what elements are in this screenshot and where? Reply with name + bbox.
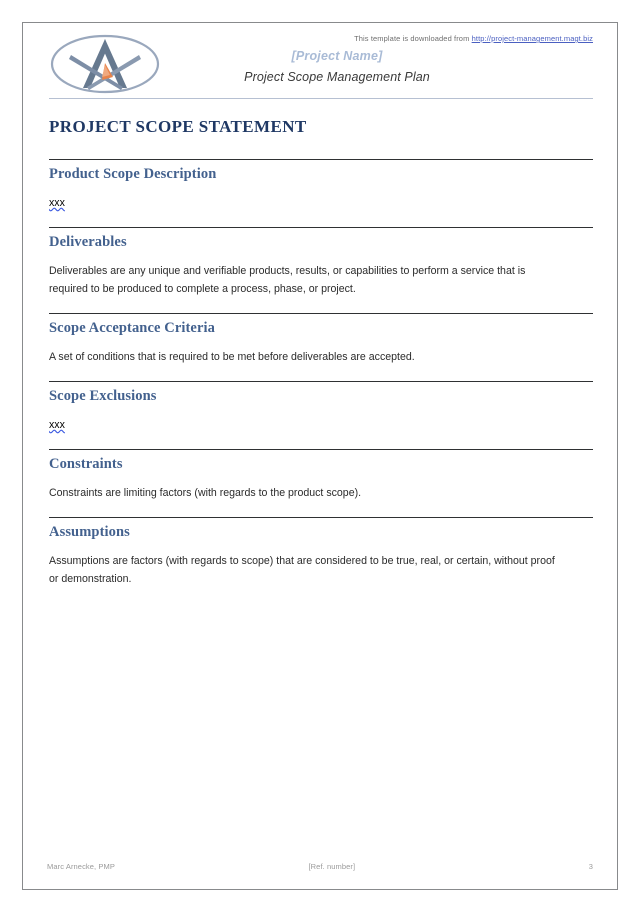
footer-page-number: 3 bbox=[588, 862, 593, 871]
project-name-placeholder[interactable]: [Project Name] bbox=[291, 49, 383, 63]
section-body: Constraints are limiting factors (with regards to the product scope). bbox=[49, 487, 362, 499]
arnecke-a-logo-icon bbox=[49, 33, 161, 95]
document-footer bbox=[47, 862, 593, 871]
section-heading: Assumptions bbox=[49, 524, 130, 540]
section-heading: Scope Acceptance Criteria bbox=[49, 320, 215, 336]
section-constraints bbox=[49, 449, 593, 502]
document-body bbox=[47, 117, 593, 588]
section-body: Assumptions are factors (with regards to scope) that are considered to be true, real, or certain, without proof or demonstration. bbox=[49, 555, 555, 585]
footer-author: Marc Arnecke, PMP bbox=[47, 862, 115, 871]
section-divider bbox=[49, 227, 593, 228]
document-subtitle: Project Scope Management Plan bbox=[244, 70, 430, 84]
footer-reference-number: [Ref. number] bbox=[308, 862, 356, 871]
document-header bbox=[47, 33, 593, 99]
section-divider bbox=[49, 313, 593, 314]
section-scope-exclusions bbox=[49, 381, 593, 434]
section-divider bbox=[49, 159, 593, 160]
section-body: A set of conditions that is required to be met before deliverables are accepted. bbox=[49, 351, 415, 363]
page-title: PROJECT SCOPE STATEMENT bbox=[49, 117, 307, 136]
section-body bbox=[49, 416, 561, 434]
spellcheck-flagged-text[interactable]: xxx bbox=[49, 197, 65, 209]
template-source-link[interactable]: http://project-management.magt.biz bbox=[471, 34, 593, 43]
spellcheck-flagged-text[interactable]: xxx bbox=[49, 419, 65, 431]
section-body bbox=[49, 194, 561, 212]
header-divider bbox=[49, 98, 593, 99]
section-divider bbox=[49, 381, 593, 382]
section-divider bbox=[49, 449, 593, 450]
section-assumptions bbox=[49, 517, 593, 588]
page-content-area bbox=[23, 23, 617, 889]
section-heading: Constraints bbox=[49, 456, 123, 472]
document-page bbox=[22, 22, 618, 890]
header-text-block bbox=[167, 33, 593, 84]
section-heading: Scope Exclusions bbox=[49, 388, 157, 404]
section-deliverables bbox=[49, 227, 593, 298]
section-heading: Product Scope Description bbox=[49, 166, 217, 182]
section-divider bbox=[49, 517, 593, 518]
template-notice bbox=[167, 33, 593, 45]
section-product-scope-description bbox=[49, 159, 593, 212]
section-body: Deliverables are any unique and verifiable products, results, or capabilities to perform a service that is required to be produced to complete a process, phase, or project. bbox=[49, 265, 526, 295]
template-notice-prefix: This template is downloaded from bbox=[354, 34, 472, 43]
section-heading: Deliverables bbox=[49, 234, 127, 250]
section-scope-acceptance-criteria bbox=[49, 313, 593, 366]
